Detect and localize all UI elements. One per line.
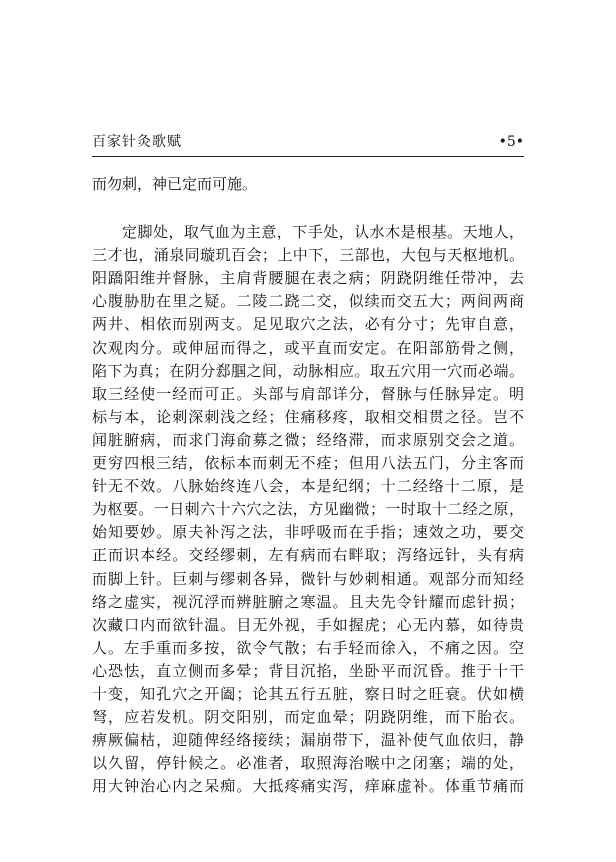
- text-line: 正而识本经。交经缪刺，左有病而右畔取；泻络远针，头有病: [92, 546, 524, 565]
- text-line: 闻脏腑病，而求门海俞募之微；经络滞，而求原别交会之道。: [92, 430, 524, 449]
- text-line: 而脚上针。巨刺与缪刺各异，微针与妙刺相通。观部分而知经: [92, 569, 524, 588]
- paragraph-gap: [92, 196, 524, 221]
- text-line: 弩，应若发机。阴交阳别，而定血晕；阴跷阴维，而下胎衣。: [92, 708, 524, 727]
- text-line: 而勿刺，神已定而可施。: [92, 175, 258, 193]
- text-line: 心恐怯，直立侧而多晕；背目沉掐，坐卧平而沉昏。推于十干: [92, 661, 524, 680]
- text-line: 阳蹻阳维并督脉，主肩背腰腿在表之病；阴跷阴维任带冲，去: [92, 269, 524, 288]
- text-line: 两井、相依而别两支。足见取穴之法，必有分寸；先审自意，: [92, 315, 524, 334]
- text-line: 次观肉分。或伸屈而得之，或平直而安定。在阳部筋骨之侧，: [92, 338, 524, 357]
- text-line: 痹厥偏枯，迎随俾经络接续；漏崩带下，温补使气血依归，静: [92, 731, 524, 750]
- text-line: 定脚处，取气血为主意，下手处，认水木是根基。天地人，: [122, 223, 524, 242]
- text-line: 心腹胁肋在里之疑。二陵二跷二交，似续而交五大；两间两商: [92, 292, 524, 311]
- text-line: 始知要妙。原夫补泻之法，非呼吸而在手指；速效之功，要交: [92, 523, 524, 542]
- text-line: 人。左手重而多按，欲令气散；右手轻而徐入，不痛之因。空: [92, 638, 524, 657]
- text-line: 陷下为真；在阴分郄腘之间，动脉相应。取五穴用一穴而必端。: [92, 361, 524, 380]
- running-head: [92, 131, 524, 153]
- text-line: 络之虚实，视沉浮而辨脏腑之寒温。且夫先令针耀而虑针损；: [92, 592, 524, 611]
- text-line: 次藏口内而欲针温。目无外视，手如握虎；心无内慕，如待贵: [92, 615, 524, 634]
- text-line: 更穷四根三结，依标本而刺无不痊；但用八法五门，分主客而: [92, 454, 524, 473]
- text-line: 标与本，论刺深刺浅之经；住痛移疼，取相交相贯之径。岂不: [92, 407, 524, 426]
- text-line: 十变，知孔穴之开阖；论其五行五脏，察日时之旺衰。伏如横: [92, 684, 524, 703]
- text-line: 取三经使一经而可正。头部与肩部详分，督脉与任脉异定。明: [92, 384, 524, 403]
- text-line: 以久留，停针候之。必准者，取照海治喉中之闭塞；端的处，: [92, 754, 524, 773]
- text-line: 针无不效。八脉始终连八会，本是纪纲；十二经络十二原，是: [92, 477, 524, 496]
- paragraph-continuation: [92, 173, 524, 196]
- text-line: 为枢要。一日刺六十六穴之法，方见幽微；一时取十二经之原，: [92, 500, 524, 519]
- text-line: 三才也，涌泉同璇玑百会；上中下，三部也，大包与天枢地机。: [92, 246, 524, 265]
- paragraph-main: [92, 221, 524, 798]
- text-line: 用大钟治心内之呆痴。大抵疼痛实泻，痒麻虚补。体重节痛而: [92, 777, 524, 796]
- body-text: [92, 173, 524, 798]
- book-title: 百家针灸歌赋: [92, 134, 182, 150]
- header-rule: [92, 156, 524, 157]
- page-number: •5•: [498, 134, 524, 150]
